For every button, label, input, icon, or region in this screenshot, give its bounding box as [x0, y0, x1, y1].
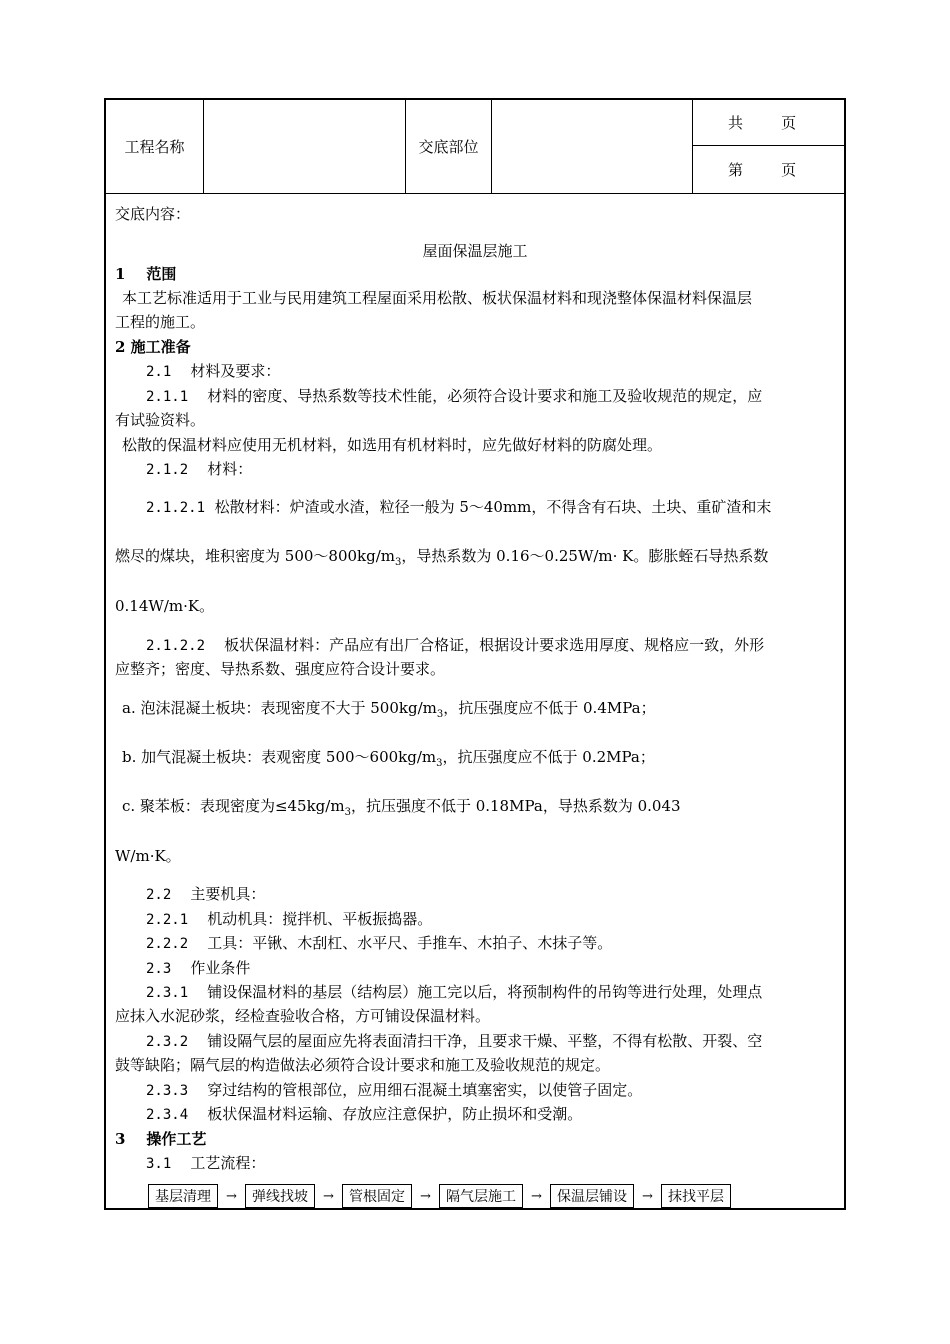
section-2-3-1-line-2: 应抹入水泥砂浆，经检查验收合格，方可铺设保温材料。 [115, 1007, 491, 1025]
section-1-heading: 1 范围 [115, 265, 177, 283]
section-3-heading: 3 操作工艺 [115, 1130, 207, 1148]
item-c-cont: W/m·K。 [115, 847, 181, 865]
section-2-heading: 2 施工准备 [115, 338, 191, 356]
flow-step: 隔气层施工 [439, 1184, 523, 1208]
flow-arrow-icon: → [226, 1188, 237, 1204]
document-frame [104, 98, 846, 1210]
flow-step: 管根固定 [342, 1184, 412, 1208]
section-2-2-2: 2.2.2 工具：平锹、木刮杠、水平尺、手推车、木拍子、木抹子等。 [146, 934, 613, 952]
item-a: a. 泡沫混凝土板块：表现密度不大于 $500kg/m_3$，抗压强度应不低于 0.4MPa； [122, 699, 656, 720]
project-name-value [204, 100, 406, 193]
section-2-2: 2.2 主要机具： [146, 885, 266, 903]
flow-arrow-icon: → [420, 1188, 431, 1204]
total-pages: 共 页 [693, 100, 844, 146]
section-2-1-2-2-line-1: 2.1.2.2 板状保温材料：产品应有出厂合格证，根据设计要求选用厚度、规格应一致，外形 [146, 636, 765, 654]
location-label: 交底部位 [406, 100, 492, 193]
flow-arrow-icon: → [642, 1188, 653, 1204]
section-2-1: 2.1 材料及要求： [146, 362, 281, 380]
section-2-3-4: 2.3.4 板状保温材料运输、存放应注意保护，防止损坏和受潮。 [146, 1105, 583, 1123]
section-2-1-1-line-1: 2.1.1 材料的密度、导热系数等技术性能，必须符合设计要求和施工及验收规范的规定，应 [146, 387, 763, 405]
intro-label: 交底内容： [115, 205, 191, 223]
section-2-3-1-line-1: 2.3.1 铺设保温材料的基层（结构层）施工完以后，将预制构件的吊钩等进行处理，处理点 [146, 983, 763, 1001]
doc-title: 屋面保温层施工 [422, 242, 528, 260]
section-2-1-1-line-2: 有试验资料。 [115, 411, 206, 429]
section-2-1-2-1-line-3: 0.14W/m·K。 [115, 597, 215, 615]
section-2-1-2-1-line-1: 2.1.2.1 松散材料：炉渣或水渣，粒径一般为 5～40mm，不得含有石块、土块、重矿渣和末 [146, 498, 772, 516]
process-flow [148, 1183, 731, 1209]
flow-arrow-icon: → [531, 1188, 542, 1204]
section-2-1-1-line-3: 松散的保温材料应使用无机材料，如选用有机材料时，应先做好材料的防腐处理。 [122, 436, 663, 454]
flow-step: 保温层铺设 [550, 1184, 634, 1208]
flow-arrow-icon: → [323, 1188, 334, 1204]
page-info [693, 100, 844, 193]
item-c: c. 聚苯板：表现密度为$\le 45kg/m_3$，抗压强度不低于 0.18MPa，导热系数为 0.043 [122, 797, 681, 818]
section-2-3: 2.3 作业条件 [146, 959, 251, 977]
section-2-3-2-line-2: 鼓等缺陷；隔气层的构造做法必须符合设计要求和施工及验收规范的规定。 [115, 1056, 611, 1074]
section-2-3-3: 2.3.3 穿过结构的管根部位，应用细石混凝土填塞密实，以使管子固定。 [146, 1081, 643, 1099]
page-number: 第 页 [728, 160, 797, 179]
section-2-2-1: 2.2.1 机动机具：搅拌机、平板振捣器。 [146, 910, 433, 928]
section-3-1: 3.1 工艺流程： [146, 1154, 266, 1172]
section-1-para-2: 工程的施工。 [115, 313, 206, 331]
header-table [106, 100, 844, 194]
flow-step: 弹线找坡 [245, 1184, 315, 1208]
flow-step: 基层清理 [148, 1184, 218, 1208]
section-2-1-2: 2.1.2 材料： [146, 460, 253, 478]
section-2-1-2-1-line-2: 燃尽的煤块，堆积密度为 $500\sim 800kg/m_3$，导热系数为 0.16～0.25W/m· K。膨胀蛭石导热系数 [115, 547, 769, 568]
section-2-1-2-2-line-2: 应整齐；密度、导热系数、强度应符合设计要求。 [115, 660, 446, 678]
item-b: b. 加气混凝土板块：表观密度 $500\sim 600kg/m_3$，抗压强度应不低于 0.2MPa； [122, 748, 655, 769]
location-value [492, 100, 693, 193]
section-2-3-2-line-1: 2.3.2 铺设隔气层的屋面应先将表面清扫干净，且要求干燥、平整，不得有松散、开裂、空 [146, 1032, 763, 1050]
flow-step: 抹找平层 [661, 1184, 731, 1208]
project-name-label: 工程名称 [106, 100, 204, 193]
section-1-para-1: 本工艺标准适用于工业与民用建筑工程屋面采用松散、板状保温材料和现浇整体保温材料保温层 [122, 289, 753, 307]
